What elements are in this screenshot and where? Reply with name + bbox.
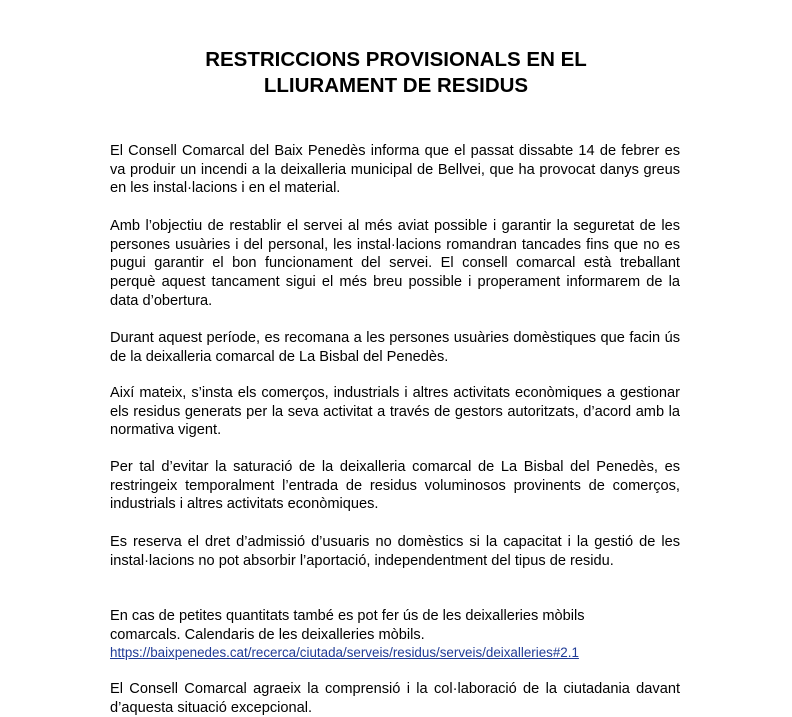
- paragraph-domestic-users: Durant aquest període, es recomana a les persones usuàries domèstiques que facin ús de la deixalleria comarcal de La Bisbal del Penedès.: [110, 330, 680, 365]
- mobile-paragraph-line-2: comarcals. Calendaris de les deixalleries mòbils.: [110, 626, 425, 643]
- paragraph-closure: Amb l’objectiu de restablir el servei al més aviat possible i garantir la seguretat de les persones usuàries i del personal, les instal·lacions romandran tancades fins que no es pugui garantir el bon funcionament del servei. El consell comarcal està treballant perquè aquest tancament sigui el més breu possible i properament informarem de la data d’obertura.: [110, 218, 680, 309]
- deixalleries-link[interactable]: https://baixpenedes.cat/recerca/ciutada/serveis/residus/serveis/deixalleries#2.1: [110, 645, 579, 661]
- mobile-paragraph-line-1: En cas de petites quantitats també es pot fer ús de les deixalleries mòbils: [110, 608, 585, 624]
- paragraph-restriction: Per tal d’evitar la saturació de la deixalleria comarcal de La Bisbal del Penedès, es restringeix temporalment l’entrada de residus voluminosos provinents de comerços, industrials i altres activitats econòmiques.: [110, 459, 680, 513]
- paragraph-fire-incident: El Consell Comarcal del Baix Penedès informa que el passat dissabte 14 de febrer es va produir un incendi a la deixalleria municipal de Bellvei, que ha provocat danys greus en les instal·lacions i en el material.: [110, 143, 680, 197]
- document-title: [0, 47, 792, 99]
- title-line-1: RESTRICCIONS PROVISIONALS EN EL: [205, 48, 587, 71]
- paragraph-mobile-collection: [110, 607, 680, 663]
- paragraph-businesses: Així mateix, s’insta els comerços, industrials i altres activitats econòmiques a gestionar els residus generats per la seva activitat a través de gestors autoritzats, d’acord amb la normativa vigent.: [110, 385, 680, 439]
- paragraph-admission-right: Es reserva el dret d’admissió d’usuaris no domèstics si la capacitat i la gestió de les instal·lacions no pot absorbir l’aportació, independentment del tipus de residu.: [110, 534, 680, 569]
- paragraph-closing: El Consell Comarcal agraeix la comprensió i la col·laboració de la ciutadania davant d’aquesta situació excepcional.: [110, 681, 680, 716]
- title-line-2: LLIURAMENT DE RESIDUS: [263, 74, 529, 97]
